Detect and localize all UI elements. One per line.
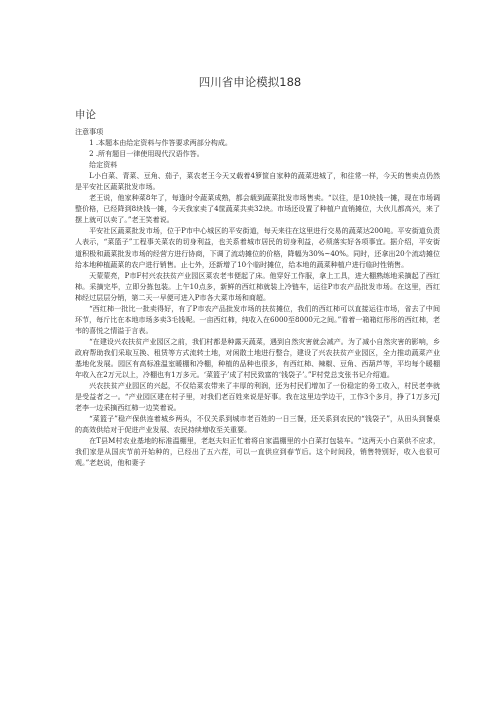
paragraph: “菜篮子”稳产保供连着城乡两头，不仅关系到城市老百姓的一日三餐，还关系到农民的“钱袋子”，从田头到餐桌的高效供给对于促进产业发展、农民持续增收至关重要。 [75, 414, 440, 435]
section-heading: 申论 [75, 109, 96, 121]
paragraph: “在建设兴农扶贫产业园区之前，我们村都是种露天蔬菜，遇到自然灾害就会减产。为了减小自然灾害的影响，乡政府帮助我们采取互换、租赁等方式流转土地，对闲散土地进行整合，建设了兴农扶贫产业园区，全力推动蔬菜产业基地化发展。园区有高标准温室暖棚和冷棚，种植的品种也很多，有西红柿、辣椒、豆角、西葫芦等，平均每个暖棚年收入在2万元以上，冷棚也有1万多元。‘菜篮子’成了村民致富的‘钱袋子’。”F村党总支张书记介绍道。 [75, 336, 440, 380]
document-body [75, 126, 440, 468]
notice-item-1: 1 .本题本由给定资料与作答要求两部分构成。 [89, 138, 232, 148]
paragraph: 天蒙蒙亮，P市F村兴农扶贫产业园区菜农老韦便起了床。他穿好工作服，拿上工具，进大棚熟练地采摘起了西红柿。采摘完毕，立即分拣包装。上午10点多，新鲜的西红柿就装上冷链车，运往P市农产品批发市场。在这里，西红柿经过层层分销，第二天一早便可进入P市各大菜市场和商超。 [75, 270, 440, 302]
notice-item-2: 2 .所有题目一律使用现代汉语作答。 [89, 149, 204, 159]
notice-heading: 注意事项 [75, 127, 104, 136]
paragraph: 平安社区蔬菜批发市场，位于P市中心城区的平安街道，每天来往在这里进行交易的蔬菜达200吨。平安街道负责人表示，“菜篮子”工程事关菜农的切身利益，也关系着城市居民的切身利益，必须落实好各项事宜。据介绍，平安街道积极和蔬菜批发市场的经营方进行协商，下调了流动摊位的价格，降幅为30%~40%。同时，还拿出20个流动摊位给本地种植蔬菜的农户进行销售。止七外，还新增了10个临时摊位，给本地的蔬菜种植户进行临时性销售。 [75, 226, 440, 269]
paragraph: 兴农扶贫产业园区的兴起，不仅给菜农带来了丰厚的利润，还为村民们增加了一份稳定的务工收入，村民老李就是受益者之一。“产业园区建在村子里，对我们老百姓来说是好事。我在这里边学边干，工作3个多月，挣了1万多元J老李一边采摘西红柿一边笑着说。 [75, 381, 440, 413]
paragraph: “西红柿一批比一批卖得好，有了P市农产品批发市场的扶贫摊位，我们的西红柿可以直接运往市场，省去了中间环节，每斤比在本地市场多卖3毛钱呢。一亩西红柿，纯收入在6000至8000元之间。”看着一箱箱红彤彤的西红柿，老韦的喜悦之情溢于言表。 [75, 303, 440, 335]
materials-heading: 给定资料 [89, 160, 118, 170]
document-title: 四川省申论模拟188 [198, 75, 302, 89]
paragraph: L小白菜、青菜、豆角、茄子，菜农老王今天又载着4箩筐自家种的蔬菜进城了，和往常一样，今天的售卖点仍然是平安社区蔬菜批发市场。 [75, 171, 440, 192]
paragraph: 老王说，他家种菜8年了，每逢时令蔬菜成熟，都会载到蔬菜批发市场售卖。“以往，是10块钱一摊，现在市场调整价格，已经降到8块钱一摊，今天我家卖了4筐蔬菜共卖32块。市场还设置了种植户直销摊位，大伙儿都高兴，来了摆上就可以卖了。”老王笑着说。 [75, 193, 440, 225]
paragraph: 在T县M村农业基地的标准温棚里，老赵夫妇正忙着将自家温棚里的小白菜打包装车。“这两天小白菜供不应求，我们家是从国庆节前开始种的，已经出了五六茬，可以一直供应到春节后。这个时间段，销售特别好，收入也很可观。”老赵说，他和妻子 [75, 436, 440, 468]
